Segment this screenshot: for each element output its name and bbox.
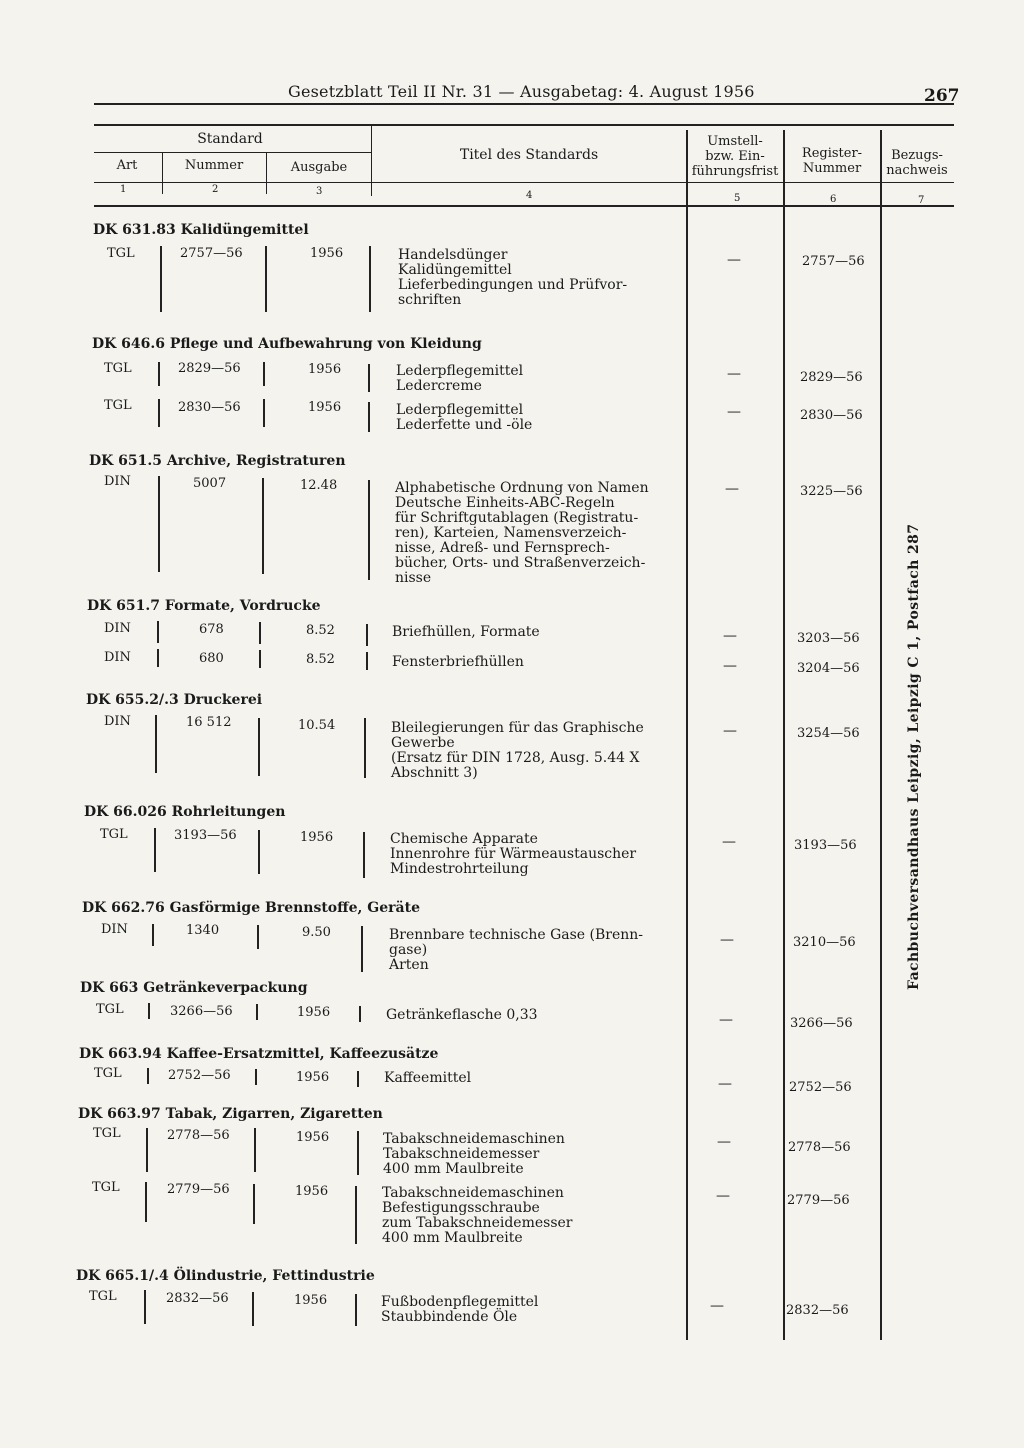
cell-ausgabe: 1956 (308, 400, 342, 415)
section-heading: DK 646.6 Pflege und Aufbewahrung von Kleidung (92, 336, 482, 352)
header-register-line2: Nummer (802, 161, 862, 176)
cell-title (395, 481, 649, 586)
cell-ausgabe: 9.50 (302, 925, 331, 940)
cell-ausgabe: 1956 (310, 246, 344, 261)
row-bar (146, 1128, 148, 1172)
row-bar (366, 624, 368, 646)
row-bar (361, 926, 363, 972)
cell-title (390, 832, 636, 877)
title-line: Befestigungsschraube (382, 1200, 540, 1216)
header-divider-art (162, 152, 163, 194)
row-bar (157, 649, 159, 667)
cell-ausgabe: 1956 (295, 1184, 329, 1199)
cell-title (391, 721, 644, 781)
cell-title (396, 364, 523, 394)
colnum-7: 7 (918, 195, 925, 206)
cell-register: 2779—56 (787, 1193, 850, 1208)
header-umstell (686, 134, 784, 179)
cell-nummer: 678 (199, 622, 224, 637)
cell-frist: — (723, 628, 737, 644)
section-heading: DK 662.76 Gasförmige Brennstoffe, Geräte (82, 900, 420, 916)
cell-ausgabe: 1956 (296, 1130, 330, 1145)
cell-nummer: 2829—56 (178, 361, 241, 376)
row-bar (155, 715, 157, 773)
header-rule (94, 103, 954, 105)
cell-art: TGL (100, 827, 128, 842)
header-ausgabe: Ausgabe (290, 160, 348, 175)
row-bar (265, 246, 267, 312)
cell-ausgabe: 1956 (308, 362, 342, 377)
row-bar (258, 718, 260, 776)
row-bar (368, 364, 370, 392)
row-bar (152, 924, 154, 946)
cell-ausgabe: 8.52 (306, 623, 335, 638)
row-bar (258, 830, 260, 874)
title-line: zum Tabakschneidemesser (382, 1215, 573, 1231)
cell-register: 3266—56 (790, 1016, 853, 1031)
row-bar (157, 621, 159, 643)
cell-frist: — (727, 404, 741, 420)
cell-ausgabe: 1956 (296, 1070, 330, 1085)
cell-nummer: 3266—56 (170, 1004, 233, 1019)
cell-nummer: 2752—56 (168, 1068, 231, 1083)
cell-art: DIN (104, 650, 131, 665)
title-line: nisse, Adreß- und Fernsprech- (395, 540, 610, 556)
title-line: Fensterbriefhüllen (392, 654, 524, 670)
cell-frist: — (710, 1298, 724, 1314)
row-bar (259, 622, 261, 644)
colnum-3: 3 (316, 186, 323, 197)
standard-subrule (94, 152, 371, 153)
cell-frist: — (723, 658, 737, 674)
row-bar (252, 1292, 254, 1326)
section-heading: DK 655.2/.3 Druckerei (86, 692, 263, 708)
title-line: 400 mm Maulbreite (383, 1161, 524, 1177)
cell-title (389, 928, 643, 973)
header-bezugs-line1: Bezugs- (891, 148, 943, 163)
row-bar (148, 1003, 150, 1019)
cell-ausgabe: 1956 (294, 1293, 328, 1308)
row-bar (368, 480, 370, 580)
title-line: Getränkeflasche 0,33 (386, 1007, 538, 1023)
header-titel: Titel des Standards (459, 147, 599, 163)
cell-nummer: 1340 (186, 923, 220, 938)
cell-art: DIN (104, 714, 131, 729)
page-number: 267 (924, 86, 960, 106)
cell-art: TGL (89, 1289, 117, 1304)
title-line: Deutsche Einheits-ABC-Regeln (395, 495, 615, 511)
title-line: Abschnitt 3) (391, 765, 478, 781)
cell-frist: — (727, 366, 741, 382)
column-divider-titel (686, 130, 688, 1340)
section-heading: DK 663.94 Kaffee-Ersatzmittel, Kaffeezusätze (79, 1046, 439, 1062)
title-line: (Ersatz für DIN 1728, Ausg. 5.44 X (391, 750, 640, 766)
row-bar (359, 1006, 361, 1022)
row-bar (355, 1186, 357, 1244)
cell-art: TGL (92, 1180, 120, 1195)
cell-title (398, 248, 666, 308)
cell-art: TGL (104, 361, 132, 376)
page-header-title: Gesetzblatt Teil II Nr. 31 — Ausgabetag: 4. August 1956 (288, 82, 755, 101)
title-line: Kalidüngemittel (398, 262, 512, 278)
colnum-1: 1 (120, 184, 127, 195)
title-line: Arten (389, 957, 429, 973)
cell-frist: — (718, 1076, 732, 1092)
cell-title (381, 1295, 538, 1325)
header-standard: Standard (197, 131, 263, 147)
title-line: nisse (395, 570, 432, 586)
cell-nummer: 2778—56 (167, 1128, 230, 1143)
cell-nummer: 2757—56 (180, 246, 243, 261)
cell-register: 3254—56 (797, 726, 860, 741)
cell-art: DIN (104, 474, 131, 489)
title-line: Lieferbedingungen und Prüfvor- (398, 277, 628, 293)
cell-register: 2829—56 (800, 370, 863, 385)
cell-register: 2752—56 (789, 1080, 852, 1095)
cell-nummer: 2779—56 (167, 1182, 230, 1197)
header-nummer: Nummer (184, 158, 244, 173)
cell-nummer: 2830—56 (178, 400, 241, 415)
title-line: Brennbare technische Gase (Brenn- (389, 927, 644, 943)
cell-title (382, 1186, 572, 1246)
title-line: Tabakschneidemesser (383, 1146, 540, 1162)
title-line: Lederpflegemittel (396, 363, 524, 379)
cell-title (392, 625, 540, 640)
title-line: schriften (398, 292, 462, 308)
header-umstell-line1: Umstell- (707, 134, 763, 149)
title-line: Lederpflegemittel (396, 402, 524, 418)
header-divider-ausgabe (371, 124, 372, 196)
title-line: ren), Karteien, Namensverzeich- (395, 525, 627, 541)
title-line: Bleilegierungen für das Graphische (391, 720, 644, 736)
cell-frist: — (725, 481, 739, 497)
cell-register: 3210—56 (793, 935, 856, 950)
title-line: Tabakschneidemaschinen (383, 1131, 565, 1147)
cell-nummer: 2832—56 (166, 1291, 229, 1306)
title-line: gase) (389, 942, 428, 958)
cell-frist: — (719, 1012, 733, 1028)
header-register (784, 146, 880, 176)
row-bar (357, 1131, 359, 1175)
row-bar (262, 478, 264, 574)
section-heading: DK 665.1/.4 Ölindustrie, Fettindustrie (76, 1268, 375, 1284)
row-bar (145, 1182, 147, 1222)
row-bar (154, 828, 156, 872)
title-line: Chemische Apparate (390, 831, 538, 847)
column-divider-register (880, 130, 882, 1340)
title-line: Handelsdünger (398, 247, 508, 263)
title-line: bücher, Orts- und Straßenverzeich- (395, 555, 646, 571)
title-line: Tabakschneidemaschinen (382, 1185, 564, 1201)
row-bar (144, 1290, 146, 1324)
cell-nummer: 5007 (193, 476, 227, 491)
cell-register: 3203—56 (797, 631, 860, 646)
title-line: Mindestrohrteilung (390, 861, 529, 877)
row-bar (253, 1184, 255, 1224)
header-art: Art (116, 158, 138, 173)
table-top-rule (94, 124, 954, 126)
cell-ausgabe: 10.54 (298, 718, 336, 733)
cell-title (384, 1071, 471, 1086)
title-line: für Schriftgutablagen (Registratu- (395, 510, 639, 526)
row-bar (263, 399, 265, 427)
cell-register: 3225—56 (800, 484, 863, 499)
header-colnum-rule (94, 205, 954, 207)
header-umstell-line2: bzw. Ein- (705, 149, 765, 164)
colnum-4: 4 (526, 190, 533, 201)
cell-title (386, 1008, 538, 1023)
row-bar (366, 652, 368, 670)
section-heading: DK 631.83 Kalidüngemittel (93, 222, 309, 238)
cell-register: 2832—56 (786, 1303, 849, 1318)
header-divider-nummer (266, 152, 267, 194)
cell-frist: — (723, 723, 737, 739)
section-heading: DK 66.026 Rohrleitungen (84, 804, 286, 820)
row-bar (158, 362, 160, 386)
cell-register: 3204—56 (797, 661, 860, 676)
title-line: Alphabetische Ordnung von Namen (395, 480, 649, 496)
row-bar (363, 832, 365, 878)
row-bar (369, 246, 371, 312)
colnum-2: 2 (212, 184, 219, 195)
colnum-5: 5 (734, 193, 741, 204)
cell-register: 2830—56 (800, 408, 863, 423)
row-bar (256, 1004, 258, 1020)
cell-art: DIN (101, 922, 128, 937)
row-bar (255, 1069, 257, 1085)
title-line: Fußbodenpflegemittel (381, 1294, 539, 1310)
cell-frist: — (717, 1134, 731, 1150)
section-heading: DK 651.5 Archive, Registraturen (89, 453, 346, 469)
row-bar (357, 1071, 359, 1087)
row-bar (147, 1068, 149, 1084)
cell-frist: — (720, 932, 734, 948)
row-bar (257, 925, 259, 949)
cell-frist: — (716, 1188, 730, 1204)
cell-art: TGL (104, 398, 132, 413)
row-bar (259, 650, 261, 668)
cell-register: 2778—56 (788, 1140, 851, 1155)
title-line: Lederfette und -öle (396, 417, 533, 433)
cell-frist: — (727, 252, 741, 268)
row-bar (158, 399, 160, 427)
cell-ausgabe: 12.48 (300, 478, 338, 493)
cell-nummer: 3193—56 (174, 828, 237, 843)
cell-frist: — (722, 834, 736, 850)
title-line: Innenrohre für Wärmeaustauscher (390, 846, 637, 862)
title-line: Staubbindende Öle (381, 1309, 518, 1325)
cell-art: TGL (94, 1066, 122, 1081)
title-line: Briefhüllen, Formate (392, 624, 540, 640)
header-umstell-line3: führungsfrist (691, 164, 779, 179)
row-bar (355, 1294, 357, 1326)
publisher-side-note: Fachbuchversandhaus Leipzig, Leipzig C 1, Postfach 287 (906, 523, 922, 990)
cell-register: 3193—56 (794, 838, 857, 853)
column-divider-frist (783, 130, 785, 1340)
section-heading: DK 663.97 Tabak, Zigarren, Zigaretten (78, 1106, 383, 1122)
cell-ausgabe: 1956 (297, 1005, 331, 1020)
row-bar (254, 1128, 256, 1172)
section-heading: DK 663 Getränkeverpackung (80, 980, 308, 996)
cell-title (396, 403, 532, 433)
title-line: Ledercreme (396, 378, 482, 394)
header-bezugs (880, 148, 954, 178)
title-line: 400 mm Maulbreite (382, 1230, 523, 1246)
header-bezugs-line2: nachweis (886, 163, 948, 178)
cell-nummer: 16 512 (186, 715, 232, 730)
cell-art: TGL (96, 1002, 124, 1017)
cell-ausgabe: 1956 (300, 830, 334, 845)
row-bar (364, 718, 366, 778)
row-bar (158, 476, 160, 572)
cell-art: TGL (107, 246, 135, 261)
row-bar (160, 246, 162, 312)
row-bar (263, 362, 265, 386)
row-bar (368, 402, 370, 432)
cell-art: DIN (104, 621, 131, 636)
section-heading: DK 651.7 Formate, Vordrucke (87, 598, 321, 614)
cell-title (392, 655, 524, 670)
cell-nummer: 680 (199, 651, 224, 666)
cell-register: 2757—56 (802, 254, 865, 269)
title-line: Kaffeemittel (384, 1070, 472, 1086)
cell-art: TGL (93, 1126, 121, 1141)
title-line: Gewerbe (391, 735, 455, 751)
cell-ausgabe: 8.52 (306, 652, 335, 667)
header-bottom-rule (94, 182, 954, 183)
colnum-6: 6 (830, 194, 837, 205)
header-register-line1: Register- (801, 146, 863, 161)
cell-title (383, 1132, 565, 1177)
